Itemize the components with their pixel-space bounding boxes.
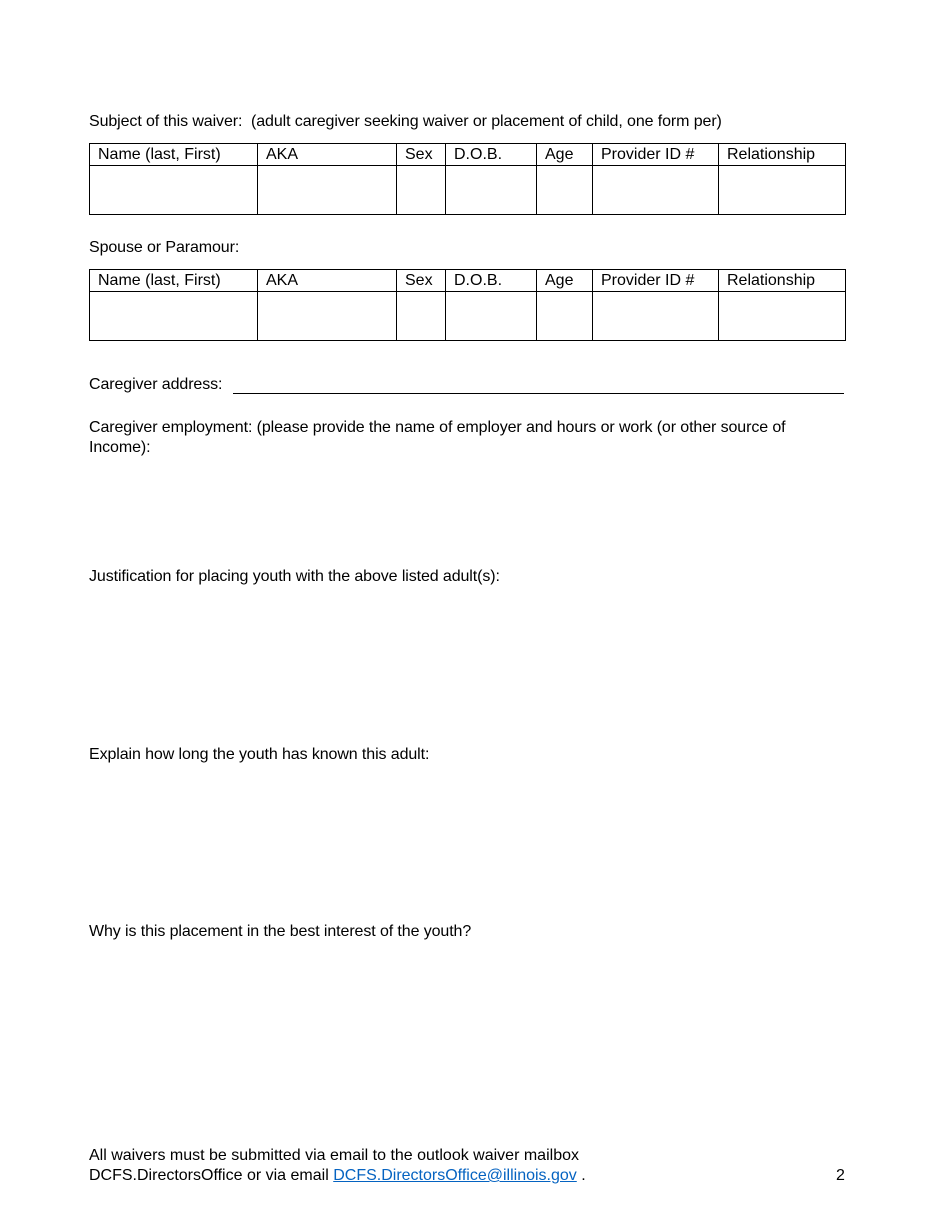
justification-label: Justification for placing youth with the above listed adult(s): bbox=[89, 568, 500, 585]
subject-table-header-row bbox=[90, 144, 846, 166]
header-relationship: Relationship bbox=[719, 270, 846, 292]
subject-dob-cell[interactable] bbox=[446, 166, 537, 215]
header-provider-id: Provider ID # bbox=[593, 270, 719, 292]
address-input-line[interactable] bbox=[233, 393, 844, 394]
spouse-sex-cell[interactable] bbox=[397, 292, 446, 341]
subject-aka-cell[interactable] bbox=[258, 166, 397, 215]
subject-relationship-cell[interactable] bbox=[719, 166, 846, 215]
subject-provider-id-cell[interactable] bbox=[593, 166, 719, 215]
spouse-table-header-row bbox=[90, 270, 846, 292]
spouse-name-cell[interactable] bbox=[90, 292, 258, 341]
subject-name-cell[interactable] bbox=[90, 166, 258, 215]
spouse-dob-cell[interactable] bbox=[446, 292, 537, 341]
footer-note bbox=[89, 1146, 586, 1186]
employment-label: Caregiver employment: (please provide the name of employer and hours or work (or other source of Income): bbox=[89, 419, 786, 456]
header-aka: AKA bbox=[258, 270, 397, 292]
subject-age-cell[interactable] bbox=[537, 166, 593, 215]
spouse-relationship-cell[interactable] bbox=[719, 292, 846, 341]
address-label: Caregiver address: bbox=[89, 376, 223, 393]
header-dob: D.O.B. bbox=[446, 270, 537, 292]
footer-suffix: . bbox=[581, 1167, 586, 1184]
subject-table-input-row bbox=[90, 166, 846, 215]
subject-sex-cell[interactable] bbox=[397, 166, 446, 215]
header-sex: Sex bbox=[397, 270, 446, 292]
email-link[interactable]: DCFS.DirectorsOffice@illinois.gov bbox=[333, 1167, 577, 1184]
subject-label: Subject of this waiver: bbox=[89, 113, 243, 130]
spouse-table bbox=[89, 269, 846, 341]
subject-heading bbox=[89, 112, 722, 132]
footer-prefix: DCFS.DirectorsOffice or via email bbox=[89, 1167, 329, 1184]
header-sex: Sex bbox=[397, 144, 446, 166]
header-dob: D.O.B. bbox=[446, 144, 537, 166]
header-name: Name (last, First) bbox=[90, 270, 258, 292]
spouse-age-cell[interactable] bbox=[537, 292, 593, 341]
spouse-aka-cell[interactable] bbox=[258, 292, 397, 341]
footer-line-1: All waivers must be submitted via email to the outlook waiver mailbox bbox=[89, 1147, 579, 1164]
spouse-table-input-row bbox=[90, 292, 846, 341]
spouse-provider-id-cell[interactable] bbox=[593, 292, 719, 341]
header-age: Age bbox=[537, 144, 593, 166]
best-interest-label: Why is this placement in the best interest of the youth? bbox=[89, 923, 472, 940]
footer-line-2 bbox=[89, 1166, 586, 1186]
header-age: Age bbox=[537, 270, 593, 292]
header-aka: AKA bbox=[258, 144, 397, 166]
spouse-label: Spouse or Paramour: bbox=[89, 239, 240, 256]
header-name: Name (last, First) bbox=[90, 144, 258, 166]
known-duration-label: Explain how long the youth has known this adult: bbox=[89, 746, 430, 763]
page-number: 2 bbox=[836, 1167, 845, 1184]
header-relationship: Relationship bbox=[719, 144, 846, 166]
subject-table bbox=[89, 143, 846, 215]
header-provider-id: Provider ID # bbox=[593, 144, 719, 166]
subject-note: (adult caregiver seeking waiver or placement of child, one form per) bbox=[251, 113, 722, 130]
